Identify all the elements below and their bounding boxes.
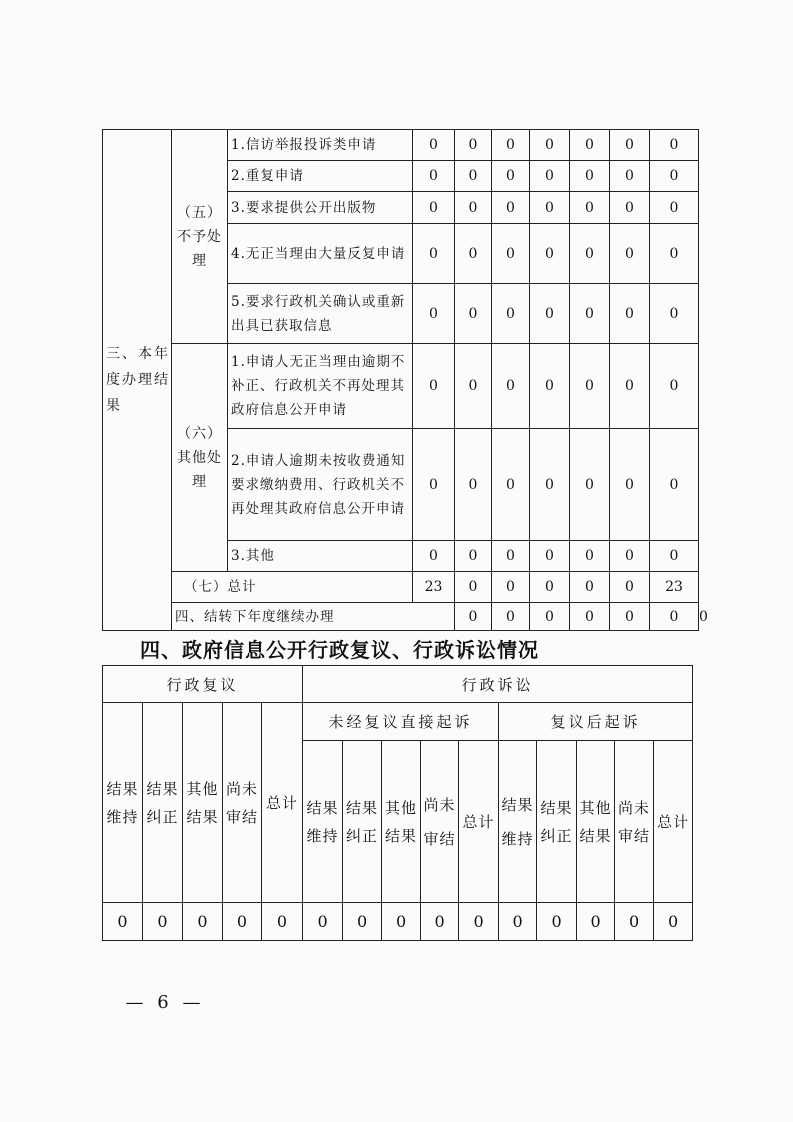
cell-value: 0: [570, 130, 610, 161]
cell-value: 0: [455, 541, 492, 572]
value-cell: 0: [499, 903, 537, 941]
total-value: 0: [455, 572, 492, 603]
row-label: 2.申请人逾期未按收费通知要求缴纳费用、行政机关不再处理其政府信息公开申请: [228, 429, 413, 541]
cell-value: 0: [610, 541, 650, 572]
row-label: 4.无正当理由大量反复申请: [228, 224, 413, 284]
cell-value: 0: [492, 429, 530, 541]
review-col-header: 尚未审结: [223, 703, 262, 903]
cell-value: 0: [570, 224, 610, 284]
value-cell: 0: [223, 903, 262, 941]
direct-col-header: 尚未审结: [421, 741, 459, 903]
cell-value: 0: [650, 284, 699, 344]
direct-col-header: 其他结果: [382, 741, 421, 903]
section4-heading: 四、政府信息公开行政复议、行政诉讼情况: [140, 638, 539, 662]
cell-value: 0: [413, 192, 455, 224]
cell-value: 0: [455, 344, 492, 429]
group5-label: （五）不予处理: [172, 130, 228, 344]
total-value: 0: [492, 572, 530, 603]
value-cell: 0: [183, 903, 223, 941]
cell-value: 0: [610, 429, 650, 541]
cell-value: 0: [492, 130, 530, 161]
cell-value: 0: [455, 192, 492, 224]
cell-value: 0: [650, 161, 699, 192]
review-litigation-table: [102, 665, 693, 941]
cell-value: 0: [492, 284, 530, 344]
cell-value: 0: [413, 429, 455, 541]
cell-value: 0: [650, 224, 699, 284]
carryover-label: 四、结转下年度继续办理: [172, 603, 455, 631]
value-cell: 0: [382, 903, 421, 941]
cell-value: 0: [530, 284, 570, 344]
value-cell: 0: [654, 903, 693, 941]
value-cell: 0: [143, 903, 183, 941]
cell-value: 0: [610, 130, 650, 161]
direct-col-header: 总计: [459, 741, 499, 903]
cell-value: 0: [413, 541, 455, 572]
cell-value: 0: [413, 224, 455, 284]
cell-value: 0: [455, 429, 492, 541]
direct-col-header: 结果维持: [303, 741, 343, 903]
cell-value: 0: [492, 541, 530, 572]
total-value: 0: [570, 572, 610, 603]
row-label: 1.申请人无正当理由逾期不补正、行政机关不再处理其政府信息公开申请: [228, 344, 413, 429]
carryover-value: 0: [650, 603, 699, 631]
cell-value: 0: [530, 224, 570, 284]
admin-litigation-header: 行政诉讼: [303, 666, 693, 703]
carryover-value: 0: [455, 603, 492, 631]
cell-value: 0: [530, 541, 570, 572]
cell-value: 0: [570, 541, 610, 572]
total-value: 23: [413, 572, 455, 603]
cell-value: 0: [492, 224, 530, 284]
carryover-value: 0: [570, 603, 610, 631]
after-col-header: 总计: [654, 741, 693, 903]
cell-value: 0: [650, 429, 699, 541]
value-cell: 0: [303, 903, 343, 941]
row-label: 1.信访举报投诉类申请: [228, 130, 413, 161]
page-number: — 6 —: [125, 992, 205, 1013]
row-label: 2.重复申请: [228, 161, 413, 192]
cell-value: 0: [610, 224, 650, 284]
cell-value: 0: [492, 192, 530, 224]
value-cell: 0: [262, 903, 303, 941]
cell-value: 0: [530, 192, 570, 224]
cell-value: 0: [650, 192, 699, 224]
after-review-suit-header: 复议后起诉: [499, 703, 693, 741]
value-cell: 0: [343, 903, 382, 941]
cell-value: 0: [413, 161, 455, 192]
after-col-header: 结果纠正: [537, 741, 577, 903]
row-label: 3.要求提供公开出版物: [228, 192, 413, 224]
value-cell: 0: [577, 903, 615, 941]
cell-value: 0: [610, 284, 650, 344]
cell-value: 0: [610, 192, 650, 224]
direct-suit-header: 未经复议直接起诉: [303, 703, 499, 741]
cell-value: 0: [492, 344, 530, 429]
after-col-header: 其他结果: [577, 741, 615, 903]
cell-value: 0: [492, 161, 530, 192]
after-col-header: 结果维持: [499, 741, 537, 903]
cell-value: 0: [455, 284, 492, 344]
row-label: 5.要求行政机关确认或重新出具已获取信息: [228, 284, 413, 344]
review-col-header: 其他结果: [183, 703, 223, 903]
cell-value: 0: [413, 344, 455, 429]
value-cell: 0: [537, 903, 577, 941]
cell-value: 0: [530, 130, 570, 161]
cell-value: 0: [650, 541, 699, 572]
total-value: 0: [530, 572, 570, 603]
review-col-header: 结果纠正: [143, 703, 183, 903]
direct-col-header: 结果纠正: [343, 741, 382, 903]
carryover-value: 0: [610, 603, 650, 631]
review-col-header: 结果维持: [103, 703, 143, 903]
value-cell: 0: [421, 903, 459, 941]
cell-value: 0: [413, 130, 455, 161]
admin-review-header: 行政复议: [103, 666, 303, 703]
cell-value: 0: [455, 224, 492, 284]
cell-value: 0: [610, 344, 650, 429]
cell-value: 0: [455, 161, 492, 192]
cell-value: 0: [610, 161, 650, 192]
carryover-value: 0: [492, 603, 530, 631]
cell-value: 0: [650, 130, 699, 161]
carryover-value: 0: [530, 603, 570, 631]
processing-results-table: 三、本年度办理结果 （五）不予处理 1.信访举报投诉类申请 0 0 0 0 0 0 0 2.重复申请 0 0 0 0 0 0 0 3.要求提供公开出版物 0 0 0 0 0 0 0 4.无正当理由大量反复申请 0 0 0 0 0 0 0 5.要求行政机关确认或重新出具已获取信息 0 0 0 0 0 0 0 （六）其他处理 1.申请人无正当理由逾期不补正、行政机关不再处理其政府信息公开申请 0 0 0 0 0 0 0 2.申请人逾期未按收费通知要求缴纳费用、行政机关不再处理其政府信息公开申请 0 0 0 0 0 0 0 3.其他 0 0 0 0 0 0 0 （七）总计 23 0 0 0 0 0 23 四、结转下年度继续办理 0 0 0 0 0 0 0: [102, 129, 699, 631]
total-label: （七）总计: [172, 572, 413, 603]
total-value: 23: [650, 572, 699, 603]
cell-value: 0: [530, 161, 570, 192]
review-col-header: 总计: [262, 703, 303, 903]
cell-value: 0: [570, 161, 610, 192]
cell-value: 0: [455, 130, 492, 161]
cell-value: 0: [570, 429, 610, 541]
value-cell: 0: [615, 903, 654, 941]
value-cell: 0: [103, 903, 143, 941]
total-value: 0: [610, 572, 650, 603]
after-col-header: 尚未审结: [615, 741, 654, 903]
section3-label: 三、本年度办理结果: [103, 130, 172, 631]
cell-value: 0: [530, 429, 570, 541]
row-label: 3.其他: [228, 541, 413, 572]
cell-value: 0: [570, 192, 610, 224]
cell-value: 0: [413, 284, 455, 344]
cell-value: 0: [650, 344, 699, 429]
cell-value: 0: [570, 284, 610, 344]
cell-value: 0: [530, 344, 570, 429]
value-cell: 0: [459, 903, 499, 941]
group6-label: （六）其他处理: [172, 344, 228, 572]
cell-value: 0: [570, 344, 610, 429]
